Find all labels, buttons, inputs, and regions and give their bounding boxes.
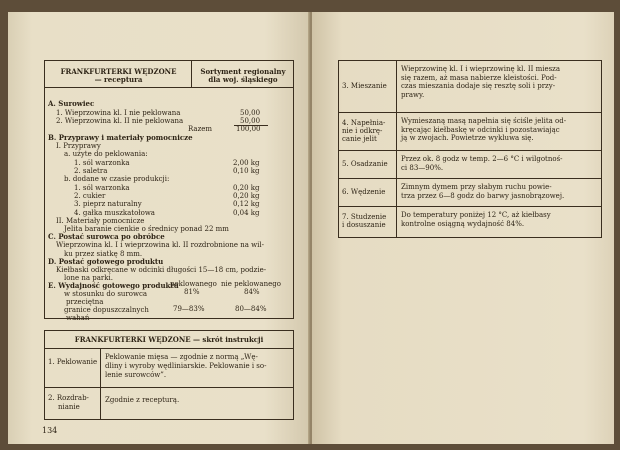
instr-step-1-text-1: Peklowanie mięsa — zgodnie z normą „Wę- bbox=[105, 353, 258, 361]
row-divider bbox=[338, 178, 602, 179]
recipe-line: granice dopuszczalnych bbox=[64, 306, 149, 314]
step-text: kontrolne osiągną wydajność 84%. bbox=[401, 219, 525, 228]
recipe-value: 0,04 kg bbox=[233, 209, 260, 217]
recipe-line: b. dodane w czasie produkcji: bbox=[64, 175, 170, 183]
recipe-value: 100,00 bbox=[236, 125, 261, 133]
step-text: prawy. bbox=[401, 90, 425, 99]
instr-step-1-text-3: lenie surowców”. bbox=[105, 371, 167, 379]
step-name: canie jelit bbox=[342, 135, 377, 144]
recipe-title: FRANKFURTERKI WĘDZONE bbox=[60, 67, 177, 76]
yield-avg-2: 84% bbox=[244, 288, 260, 296]
recipe-line: 4. gałka muszkatołowa bbox=[74, 209, 155, 217]
instr-step-2-text: Zgodnie z recepturą. bbox=[105, 396, 180, 404]
recipe-line: E. Wydajność gotowego produktu bbox=[48, 281, 179, 290]
right-page bbox=[312, 12, 614, 444]
row-divider bbox=[338, 112, 602, 113]
recipe-line: lone na parki. bbox=[64, 274, 113, 282]
step-text: Zimnym dymem przy słabym ruchu powie- bbox=[401, 183, 552, 191]
recipe-value: 0,20 kg bbox=[233, 184, 260, 192]
recipe-line: 1. Wieprzowina kl. I nie peklowana bbox=[56, 109, 181, 117]
row-divider bbox=[338, 206, 602, 207]
recipe-line: Razem bbox=[188, 125, 213, 133]
step-name: 7. Studzenie bbox=[342, 212, 387, 221]
region-subtitle: dla woj. śląskiego bbox=[208, 75, 278, 84]
yield-header-1: peklowanego bbox=[170, 280, 217, 288]
recipe-line: C. Postać surowca po obróbce bbox=[48, 232, 165, 241]
yield-range-2: 80—84% bbox=[235, 305, 267, 313]
row-divider bbox=[338, 150, 602, 151]
recipe-line: 2. cukier bbox=[74, 192, 106, 200]
total-rule bbox=[234, 125, 268, 126]
recipe-line: II. Materiały pomocnicze bbox=[56, 217, 145, 225]
recipe-line: D. Postać gotowego produktu bbox=[48, 257, 164, 266]
step-name: 5. Osadzanie bbox=[342, 159, 388, 168]
step-text: się razem, aż masa nabierze kleistości. Pod- bbox=[401, 73, 557, 82]
recipe-line: a. użyte do peklowania: bbox=[64, 150, 148, 158]
step-name: nie i odkrę- bbox=[342, 126, 383, 135]
recipe-line: I. Przyprawy bbox=[56, 142, 101, 150]
yield-range-1: 79—83% bbox=[173, 305, 205, 313]
step-name: i dosuszanie bbox=[342, 221, 386, 229]
recipe-line: 2. saletra bbox=[74, 167, 108, 175]
recipe-value: 2,00 kg bbox=[233, 159, 260, 167]
yield-header-2: nie peklowanego bbox=[221, 280, 281, 288]
step-text: ją w zwojach. Powietrze wykluwa się. bbox=[401, 134, 534, 143]
recipe-subtitle: — receptura bbox=[94, 75, 143, 84]
step-text: Do temperatury poniżej 12 °C, aż kiełbasy bbox=[401, 211, 551, 219]
recipe-line: 1. sól warzonka bbox=[74, 159, 130, 167]
step-text: kręcając kiełbaskę w odcinki i pozostawiając bbox=[401, 125, 560, 134]
step-name: 4. Napełnia- bbox=[342, 118, 386, 127]
instr-step-1-text-2: dliny i wyroby wędliniarskie. Peklowanie i so- bbox=[105, 362, 267, 370]
step-name: 3. Mieszanie bbox=[342, 81, 387, 90]
recipe-line: Jelita baranie cienkie o średnicy ponad 22 mm bbox=[64, 225, 229, 233]
recipe-line: 1. sól warzonka bbox=[74, 184, 130, 192]
instruction-title: FRANKFURTERKI WĘDZONE — skrót instrukcji bbox=[74, 335, 264, 344]
recipe-value: 0,12 kg bbox=[233, 200, 260, 208]
step-text: Przez ok. 8 godz w temp. 2—6 °C i wilgotnoś- bbox=[401, 155, 563, 163]
recipe-line: Kiełbaski odkręcane w odcinki długości 15—18 cm, podzie- bbox=[56, 266, 267, 274]
step-text: ci 83—90%. bbox=[401, 163, 444, 172]
recipe-value: 0,10 kg bbox=[233, 167, 260, 175]
recipe-line: 3. pieprz naturalny bbox=[74, 200, 142, 208]
yield-avg-1: 81% bbox=[184, 288, 200, 296]
recipe-line: wahań bbox=[66, 314, 90, 322]
instr-step-2-name-2: nianie bbox=[58, 403, 80, 411]
instr-step-1-name: 1. Peklowanie bbox=[48, 358, 98, 366]
recipe-value: 50,00 bbox=[240, 117, 261, 125]
recipe-line: Wieprzowina kl. I i wieprzowina kl. II rozdrobnione na wil- bbox=[56, 241, 264, 249]
step-text: Wieprzowinę kl. I i wieprzowinę kl. II miesza bbox=[401, 65, 561, 73]
step-text: Wymieszaną masą napełnia się ściśle jelita od- bbox=[401, 117, 567, 125]
recipe-line: A. Surowiec bbox=[48, 99, 95, 108]
recipe-line: B. Przyprawy i materiały pomocnicze bbox=[48, 133, 193, 142]
recipe-line: w stosunku do surowca bbox=[64, 290, 148, 298]
recipe-value: 0,20 kg bbox=[233, 192, 260, 200]
left-page bbox=[8, 12, 310, 444]
step-text: czas mieszania dodaje się resztę soli i przy- bbox=[401, 82, 556, 91]
recipe-line: ku przez siatkę 8 mm. bbox=[64, 250, 143, 258]
region-title: Sortyment regionalny bbox=[200, 67, 286, 76]
recipe-line: przeciętna bbox=[66, 298, 104, 306]
page-number: 134 bbox=[42, 426, 58, 435]
step-name: 6. Wędzenie bbox=[342, 187, 386, 196]
recipe-line: 2. Wieprzowina kl. II nie peklowana bbox=[56, 117, 184, 125]
step-text: trza przez 6—8 godz do barwy jasnobrązowej. bbox=[401, 191, 565, 200]
instr-step-2-name: 2. Rozdrab- bbox=[48, 394, 89, 402]
recipe-value: 50,00 bbox=[240, 109, 261, 117]
